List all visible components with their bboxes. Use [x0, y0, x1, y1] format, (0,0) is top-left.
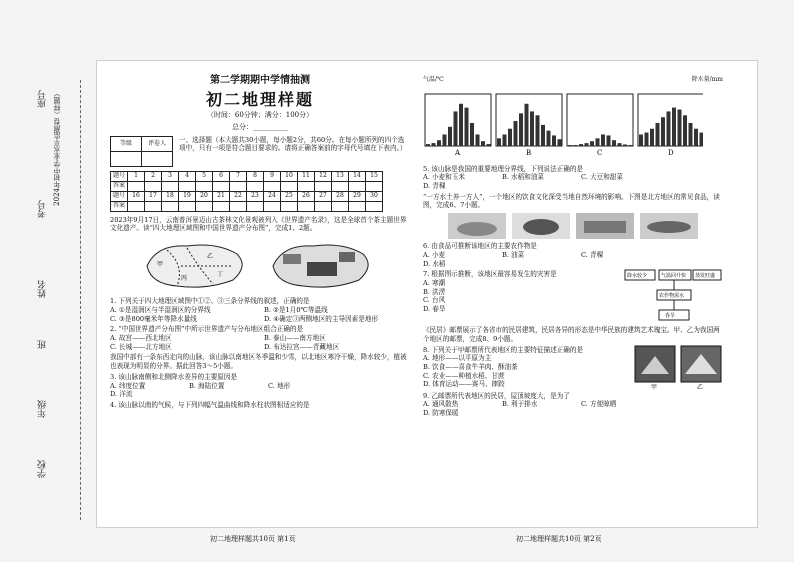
- option[interactable]: A. 通风散热: [423, 400, 459, 409]
- stamps-figure: [633, 344, 723, 390]
- option[interactable]: C. 方便晾晒: [581, 400, 617, 409]
- chart-axis-titles: [423, 76, 723, 84]
- answer-cell[interactable]: [179, 181, 196, 191]
- precip-bar: [601, 134, 605, 146]
- row-label: 答案: [111, 201, 128, 211]
- binding-gutter: [4, 80, 94, 520]
- precip-bar: [650, 129, 654, 146]
- question-1-options: [110, 306, 410, 323]
- precip-bar: [448, 127, 452, 146]
- question-number: 11: [298, 171, 315, 181]
- option[interactable]: A. 纬度位置: [110, 381, 146, 390]
- precip-bar: [508, 129, 512, 146]
- precip-bar: [585, 143, 589, 146]
- option[interactable]: D. 洋流: [110, 390, 133, 399]
- answer-cell[interactable]: [162, 181, 179, 191]
- option[interactable]: A. 故宫——西北地区: [110, 333, 172, 342]
- exam-title: 初二地理样题: [205, 90, 314, 110]
- precip-bar: [683, 115, 687, 146]
- precip-bar: [596, 138, 600, 146]
- name-label: 姓名: [38, 280, 48, 298]
- climate-charts: [423, 90, 703, 160]
- precip-bar: [629, 145, 633, 146]
- question-5: 5. 该山脉是我国的重要地理分界线，下列说法正确的是: [423, 164, 584, 173]
- map-label-a: 甲: [157, 261, 164, 269]
- question-number: 23: [247, 191, 264, 201]
- answer-cell[interactable]: [332, 201, 349, 211]
- question-6-options: [423, 251, 723, 268]
- answer-cell[interactable]: [196, 181, 213, 191]
- precip-bar: [459, 104, 463, 146]
- q7-block: [423, 268, 723, 324]
- question-number: 22: [230, 191, 247, 201]
- question-number: 29: [349, 191, 366, 201]
- option[interactable]: A. 小麦: [423, 250, 446, 259]
- question-number: 15: [366, 171, 383, 181]
- question-2-options: [110, 334, 410, 351]
- precip-bar: [470, 123, 474, 146]
- question-2: 2. “中国世界遗产分布图”中所示世界遗产与分布地区组合正确的是: [110, 325, 304, 334]
- precip-bar: [481, 141, 485, 146]
- map-label-c: 丙: [181, 275, 188, 283]
- section1-instruction: 一、选择题（本大题共30小题，每小题2分，共60分。在每小题所列的四个选项中，只有一项是符合题目要求的。请将正确答案前的字母代号填在下表内。）: [179, 135, 407, 153]
- grader-table: [110, 136, 173, 167]
- precip-bar: [536, 115, 540, 146]
- question-number: 8: [247, 171, 264, 181]
- question-number: 12: [315, 171, 332, 181]
- option[interactable]: D. 布达拉宫——青藏地区: [264, 342, 340, 351]
- precip-bar: [465, 108, 469, 146]
- question-number: 5: [196, 171, 213, 181]
- option[interactable]: B. 饮食——喜食牛羊肉、酥油茶: [423, 363, 518, 372]
- question-number: 19: [179, 191, 196, 201]
- precip-bar: [426, 144, 430, 146]
- option[interactable]: C. ③是800毫米年等降水量线: [110, 314, 197, 323]
- q8-block: [423, 344, 723, 390]
- cause-flowchart: [623, 268, 723, 324]
- precip-bar: [639, 134, 643, 146]
- precip-bar: [574, 145, 578, 146]
- question-number: 17: [145, 191, 162, 201]
- row-label: 题号: [111, 171, 128, 181]
- food-photo: [576, 213, 634, 239]
- precip-bar: [623, 144, 627, 146]
- precip-bar: [672, 108, 676, 146]
- answer-cell[interactable]: [366, 181, 383, 191]
- question-3-options: [110, 382, 410, 399]
- answer-grid-row: [111, 181, 383, 191]
- precip-bar: [607, 135, 611, 146]
- answer-cell[interactable]: [264, 201, 281, 211]
- option[interactable]: B. 洪涝: [423, 287, 446, 296]
- precip-bar: [694, 129, 698, 146]
- answer-cell[interactable]: [349, 181, 366, 191]
- precip-bar: [590, 141, 594, 146]
- option[interactable]: D. ④确定③两侧地区的主导因素是地形: [264, 314, 379, 323]
- flow-box: 农作物需水: [659, 293, 685, 300]
- question-5-options: [423, 173, 723, 190]
- grade-label: 年级: [38, 400, 48, 418]
- option[interactable]: A. 寒潮: [423, 278, 446, 287]
- passage-4: 《民居》邮票展示了各省市的民居建筑，民居各异的形态是中华民族的建筑艺术瑰宝。甲、乙为我国两个地区的邮票，完成8、9小题。: [423, 326, 720, 343]
- question-number: 27: [315, 191, 332, 201]
- option[interactable]: C. 青稞: [581, 250, 604, 259]
- maps-figure: [110, 236, 410, 294]
- school-label: 学校: [38, 460, 48, 478]
- precip-bar: [618, 143, 622, 146]
- answer-cell[interactable]: [281, 181, 298, 191]
- grader-cell-label: 评卷人: [142, 136, 173, 151]
- answer-cell[interactable]: [213, 201, 230, 211]
- flow-box: 降水较少: [627, 273, 648, 280]
- answer-grid: [110, 171, 383, 212]
- answer-cell[interactable]: [332, 181, 349, 191]
- stamp-label-yi: 乙: [697, 383, 704, 390]
- precip-bar: [558, 139, 562, 146]
- precip-bar: [530, 111, 534, 146]
- option[interactable]: D. 春旱: [423, 305, 446, 314]
- answer-cell[interactable]: [247, 181, 264, 191]
- precip-bar: [656, 123, 660, 146]
- answer-cell[interactable]: [315, 181, 332, 191]
- food-photo: [512, 213, 570, 239]
- precip-bar: [568, 145, 572, 146]
- temp-axis-title: 气温/℃: [423, 76, 444, 83]
- total-score-label: 总分：: [232, 122, 253, 131]
- answer-grid-row: [111, 201, 383, 211]
- question-number: 7: [230, 171, 247, 181]
- option[interactable]: D. 水稻: [423, 259, 446, 268]
- passage-1: 2023年9月17日，云南普洱景迈山古茶林文化景观被列入《世界遗产名录》，这是全球首个茶主题世界文化遗产。读“四大地理区域图和中国世界遗产分布图”，完成1、2题。: [110, 215, 407, 233]
- option[interactable]: B. 油菜: [502, 250, 525, 259]
- answer-cell[interactable]: [230, 181, 247, 191]
- answer-cell[interactable]: [213, 181, 230, 191]
- option[interactable]: C. 长城——北方地区: [110, 342, 172, 351]
- question-number: 9: [264, 171, 281, 181]
- precip-bar: [514, 121, 518, 146]
- precip-bar: [612, 140, 616, 146]
- exam-no-label: 考号: [38, 200, 48, 218]
- question-number: 14: [349, 171, 366, 181]
- question-number: 16: [128, 191, 145, 201]
- answer-grid-row: [111, 191, 383, 201]
- gutter-note: 2024年初中学业水平监测卷（样题）: [53, 90, 61, 206]
- answer-grid-row: [111, 171, 383, 181]
- question-number: 13: [332, 171, 349, 181]
- row-label: 答案: [111, 181, 128, 191]
- precip-bar: [443, 134, 447, 146]
- question-3: 3. 该山脉南侧和北侧降水差异的主要原因是: [110, 372, 238, 381]
- precip-bar: [661, 117, 665, 146]
- answer-cell[interactable]: [162, 201, 179, 211]
- chart-panel-label[interactable]: C: [597, 148, 603, 157]
- food-photo: [640, 213, 698, 239]
- precip-bar: [678, 109, 682, 145]
- chart-panel-label[interactable]: A: [455, 148, 461, 157]
- option[interactable]: D. 防寒保暖: [423, 409, 459, 418]
- question-1: 1. 下列关于四大地理区域图中①②、③三条分界线的叙述，正确的是: [110, 297, 310, 306]
- option[interactable]: A. ①是湿润区与半湿润区的分界线: [110, 305, 211, 314]
- food-photo: [448, 213, 506, 239]
- precip-bar: [432, 143, 436, 146]
- grade-cell-input[interactable]: [111, 151, 142, 166]
- answer-cell[interactable]: [366, 201, 383, 211]
- answer-cell[interactable]: [298, 181, 315, 191]
- right-page: [423, 76, 723, 418]
- precip-bar: [497, 138, 501, 146]
- option[interactable]: B. 利于排水: [502, 400, 538, 409]
- precip-bar: [503, 134, 507, 146]
- question-6: 6. 由食品可推断该地区的主要农作物是: [423, 242, 537, 251]
- question-number: 1: [128, 171, 145, 181]
- precip-bar: [525, 104, 529, 146]
- option[interactable]: C. 台风: [423, 296, 446, 305]
- chart-panel-label[interactable]: D: [668, 148, 674, 157]
- chart-panel-frame: [567, 94, 633, 146]
- answer-cell[interactable]: [179, 201, 196, 211]
- option[interactable]: B. ②是1月0℃等温线: [264, 305, 328, 314]
- passage-2: 我国中部有一条东西走向的山脉，该山脉以南地区冬季温和少雪，以北地区寒冷干燥，降水较少，植被也表现为明显的分界。据此回答3～5小题。: [110, 353, 407, 371]
- answer-cell[interactable]: [281, 201, 298, 211]
- heritage-map: [263, 236, 383, 294]
- exam-info: （时间：60分钟；满分：100分）: [206, 111, 314, 120]
- precip-bar: [476, 134, 480, 146]
- option[interactable]: C. 农业——种植水稻、甘蔗: [423, 371, 505, 380]
- question-number: 21: [213, 191, 230, 201]
- answer-cell[interactable]: [349, 201, 366, 211]
- question-number: 30: [366, 191, 383, 201]
- question-number: 2: [145, 171, 162, 181]
- question-number: 20: [196, 191, 213, 201]
- question-number: 18: [162, 191, 179, 201]
- answer-cell[interactable]: [247, 201, 264, 211]
- class-label: 班: [38, 340, 48, 349]
- option[interactable]: D. 青稞: [423, 182, 446, 191]
- page-footer-right: 初二地理样题共10页 第2页: [516, 535, 602, 543]
- food-photos: [423, 213, 723, 239]
- answer-cell[interactable]: [128, 201, 145, 211]
- precip-bar: [519, 113, 523, 146]
- option[interactable]: B. 水稻和油菜: [502, 173, 545, 182]
- question-7: 7. 根据图示推断，该地区最容易发生的灾害是: [423, 270, 557, 279]
- answer-cell[interactable]: [145, 201, 162, 211]
- question-8: 8. 下列关于甲邮票所代表地区的主要特征描述正确的是: [423, 345, 584, 354]
- row-label: 题号: [111, 191, 128, 201]
- question-9-options: [423, 400, 723, 417]
- precip-bar: [579, 144, 583, 146]
- answer-cell[interactable]: [264, 181, 281, 191]
- grader-cell-input[interactable]: [142, 151, 173, 166]
- page-footer-left: 初二地理样题共10页 第1页: [210, 535, 296, 543]
- question-number: 24: [264, 191, 281, 201]
- precip-bar: [487, 144, 491, 146]
- option[interactable]: D. 体育运动——赛马、摔跤: [423, 380, 505, 389]
- map-label-b: 乙: [207, 253, 214, 261]
- cut-line: [80, 80, 81, 520]
- precip-bar: [454, 111, 458, 146]
- answer-cell[interactable]: [298, 201, 315, 211]
- flow-box: 蒸发旺盛: [695, 273, 716, 280]
- precip-bar: [667, 111, 671, 146]
- flow-box: 气温回升快: [661, 273, 687, 280]
- answer-cell[interactable]: [230, 201, 247, 211]
- question-9: 9. 乙邮票所代表地区的民居，屋顶坡度大，是为了: [423, 391, 570, 400]
- grade-cell-label: 等级: [111, 136, 142, 151]
- answer-cell[interactable]: [196, 201, 213, 211]
- precip-axis-title: 降水量/mm: [691, 76, 723, 83]
- question-number: 6: [213, 171, 230, 181]
- regions-map: [137, 236, 257, 294]
- map-label-d: 丁: [217, 271, 224, 279]
- question-number: 26: [298, 191, 315, 201]
- answer-cell[interactable]: [315, 201, 332, 211]
- precip-bar: [541, 125, 545, 146]
- precip-bar: [547, 131, 551, 146]
- precip-bar: [437, 140, 441, 146]
- precip-bar: [689, 123, 693, 146]
- passage-3: “一方水土养一方人”，一个地区的饮食文化深受当地自然环境的影响。下图是北方地区的常见食品，读图，完成6、7小题。: [423, 192, 720, 210]
- question-4: 4. 该山脉以南的气候，与下列四幅气温曲线和降水柱状图相适应的是: [110, 400, 310, 409]
- option[interactable]: A. 地形——以平原为主: [423, 354, 492, 363]
- precip-bar: [552, 135, 556, 146]
- question-number: 10: [281, 171, 298, 181]
- option[interactable]: C. 地形: [268, 381, 291, 390]
- question-number: 4: [179, 171, 196, 181]
- chart-panel-frame: [425, 94, 491, 146]
- option[interactable]: B. 海陆位置: [189, 381, 225, 390]
- option[interactable]: C. 大豆和甜菜: [581, 173, 623, 182]
- q7-text: [423, 268, 617, 324]
- option[interactable]: A. 小麦和玉米: [423, 173, 465, 182]
- question-number: 25: [281, 191, 298, 201]
- stamp-label-jia: 甲: [651, 383, 658, 390]
- precip-bar: [700, 132, 704, 145]
- question-number: 28: [332, 191, 349, 201]
- chart-panel-label[interactable]: B: [526, 148, 532, 157]
- section1-header: [110, 136, 410, 167]
- flow-box: 春旱: [665, 313, 676, 320]
- q8-text: [423, 344, 627, 390]
- answer-cell[interactable]: [128, 181, 145, 191]
- total-score: 总分：__________: [232, 122, 288, 131]
- precip-bar: [645, 132, 649, 145]
- seat-no-label: 座号: [38, 90, 48, 108]
- answer-cell[interactable]: [145, 181, 162, 191]
- question-number: 3: [162, 171, 179, 181]
- option[interactable]: B. 泰山——南方地区: [264, 333, 326, 342]
- left-page: [110, 64, 410, 410]
- exam-subtitle: 第二学期期中学情抽测: [210, 75, 310, 86]
